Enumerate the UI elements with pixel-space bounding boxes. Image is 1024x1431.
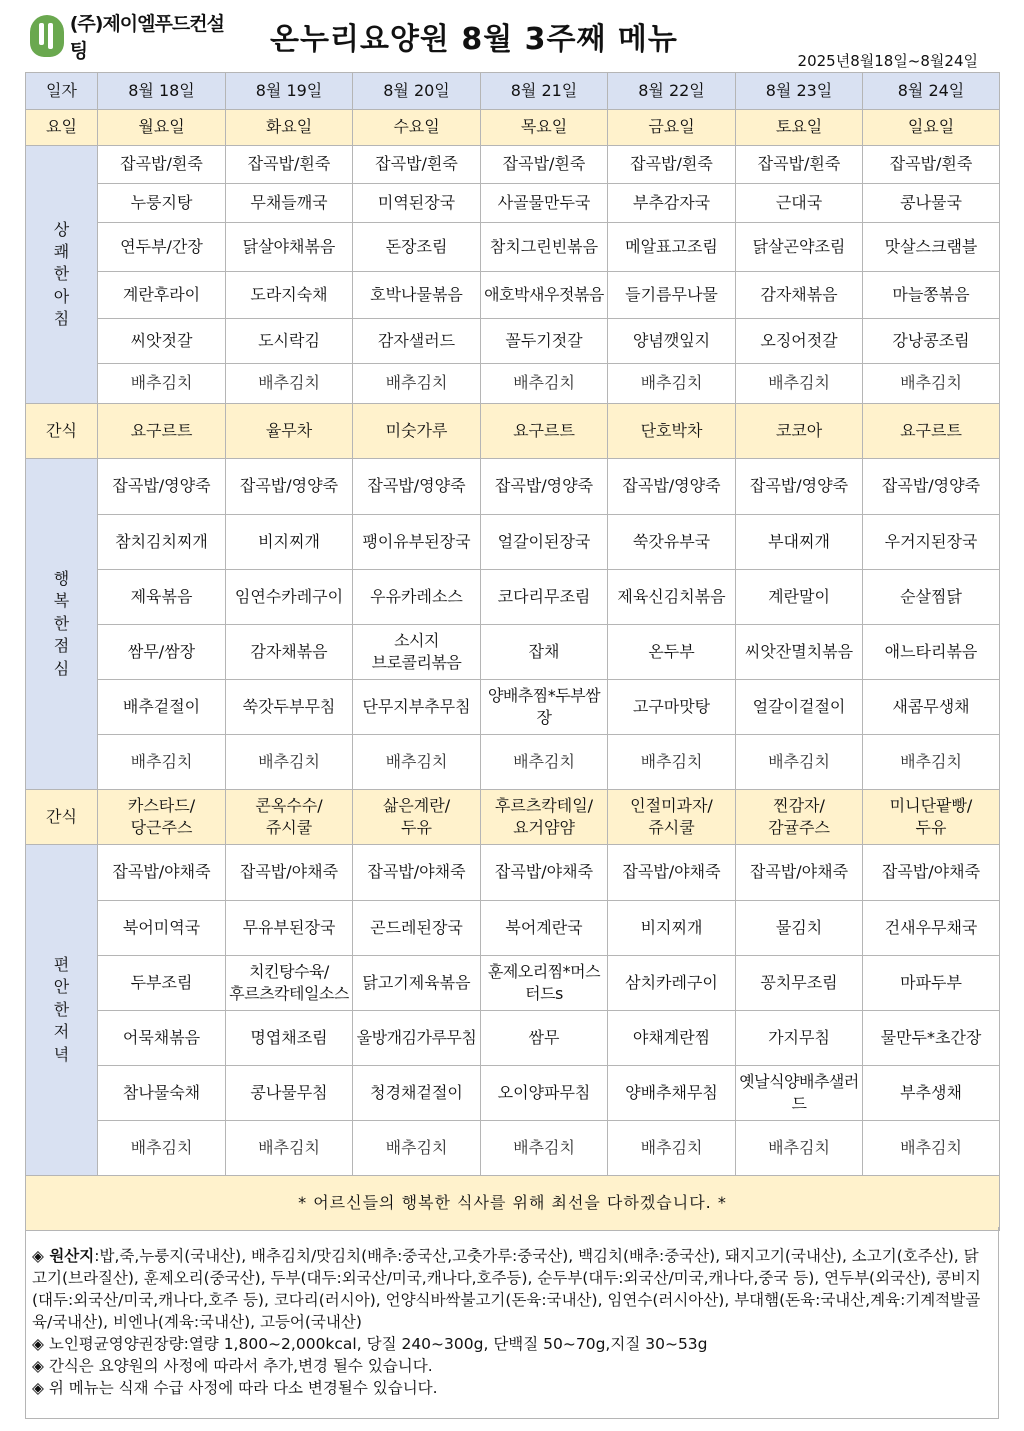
- snack-item: 후르츠칵테일/ 요거얌얌: [481, 790, 608, 845]
- menu-item: 배추김치: [481, 735, 608, 790]
- menu-item: 잡곡밥/야채죽: [98, 845, 226, 901]
- menu-item: 애느타리볶음: [863, 625, 1000, 680]
- menu-item: 애호박새우젓볶음: [481, 272, 608, 319]
- menu-item: 배추김치: [863, 364, 1000, 404]
- menu-item: 쌈무/쌈장: [98, 625, 226, 680]
- menu-item: 참나물숙채: [98, 1066, 226, 1121]
- origin-label: ◈ 원산지: [32, 1247, 95, 1265]
- origin-info: [32, 1245, 992, 1333]
- menu-item: 어묵채볶음: [98, 1011, 226, 1066]
- lunch-row: [26, 625, 1000, 680]
- menu-item: 팽이유부된장국: [353, 515, 481, 570]
- menu-item: 양배추채무침: [608, 1066, 736, 1121]
- menu-item: 닭고기제육볶음: [353, 956, 481, 1011]
- breakfast-label-char: 한: [53, 264, 70, 284]
- menu-item: 잡곡밥/야채죽: [863, 845, 1000, 901]
- menu-item: 누룽지탕: [98, 184, 226, 223]
- menu-item: 무채들깨국: [226, 184, 353, 223]
- menu-item: 미역된장국: [353, 184, 481, 223]
- menu-item: 배추겉절이: [98, 680, 226, 735]
- menu-item: 잡곡밥/흰죽: [863, 146, 1000, 184]
- day-cell: 일요일: [863, 110, 1000, 146]
- snack-item: 요구르트: [863, 404, 1000, 459]
- dinner-label-char: 한: [53, 999, 70, 1019]
- breakfast-row: [26, 146, 1000, 184]
- page-title: 온누리요양원 8월 3주째 메뉴: [270, 22, 678, 57]
- date-row: [26, 73, 1000, 110]
- menu-item: 호박나물볶음: [353, 272, 481, 319]
- date-cell: 8월 20일: [353, 73, 481, 110]
- menu-item: 배추김치: [608, 364, 736, 404]
- company-name: (주)제이엘푸드컨설팅: [69, 13, 224, 62]
- menu-table-body: [26, 73, 1000, 1231]
- day-row-label: 요일: [26, 110, 98, 146]
- menu-item: 잡곡밥/영양죽: [736, 459, 863, 515]
- menu-item: 제육볶음: [98, 570, 226, 625]
- day-cell: 토요일: [736, 110, 863, 146]
- snack-label: 간식: [26, 790, 98, 845]
- snack2-row: [26, 790, 1000, 845]
- menu-item: 우유카레소스: [353, 570, 481, 625]
- menu-item: 씨앗잔멸치볶음: [736, 625, 863, 680]
- nutrition-info: ◈ 노인평균영양권장량:열량 1,800~2,000kcal, 당질 240~300g, 단백질 50~70g,지질 30~53g: [32, 1335, 708, 1353]
- lunch-row: [26, 459, 1000, 515]
- menu-item: 잡곡밥/야채죽: [736, 845, 863, 901]
- menu-item: 배추김치: [608, 735, 736, 790]
- snack-item: 찐감자/ 감귤주스: [736, 790, 863, 845]
- menu-item: 물김치: [736, 901, 863, 956]
- breakfast-row: [26, 223, 1000, 272]
- day-cell: 목요일: [481, 110, 608, 146]
- menu-item: 부추감자국: [608, 184, 736, 223]
- menu-item: 순살찜닭: [863, 570, 1000, 625]
- page-header: [0, 0, 1024, 72]
- breakfast-label-char: 쾌: [53, 241, 70, 261]
- menu-item: 잡곡밥/흰죽: [481, 146, 608, 184]
- menu-item: 우거지된장국: [863, 515, 1000, 570]
- menu-item: 마늘쫑볶음: [863, 272, 1000, 319]
- menu-item: 배추김치: [481, 364, 608, 404]
- company-logo-icon: [30, 15, 64, 57]
- menu-item: 양배추찜*두부쌈장: [481, 680, 608, 735]
- breakfast-label-char: 아: [53, 286, 70, 306]
- menu-item: 곤드레된장국: [353, 901, 481, 956]
- menu-item: 치킨탕수육/ 후르츠칵테일소스: [226, 956, 353, 1011]
- menu-item: 부대찌개: [736, 515, 863, 570]
- menu-change-note: ◈ 위 메뉴는 식재 수급 사정에 따라 다소 변경될수 있습니다.: [32, 1379, 438, 1397]
- date-cell: 8월 19일: [226, 73, 353, 110]
- menu-item: 쌈무: [481, 1011, 608, 1066]
- breakfast-label-char: 침: [53, 309, 70, 329]
- menu-item: 콩나물무침: [226, 1066, 353, 1121]
- menu-item: 훈제오리찜*머스터드s: [481, 956, 608, 1011]
- menu-item: 배추김치: [608, 1121, 736, 1176]
- menu-item: 잡곡밥/영양죽: [98, 459, 226, 515]
- footer-notes: [25, 1227, 999, 1419]
- snack-item: 요구르트: [481, 404, 608, 459]
- menu-item: 얼갈이된장국: [481, 515, 608, 570]
- date-cell: 8월 23일: [736, 73, 863, 110]
- date-cell: 8월 18일: [98, 73, 226, 110]
- menu-item: 코다리무조림: [481, 570, 608, 625]
- breakfast-row: [26, 184, 1000, 223]
- menu-item: 도라지숙채: [226, 272, 353, 319]
- menu-item: 오징어젓갈: [736, 319, 863, 364]
- snack-item: 미니단팥빵/ 두유: [863, 790, 1000, 845]
- date-row-label: 일자: [26, 73, 98, 110]
- lunch-row: [26, 680, 1000, 735]
- menu-item: 배추김치: [226, 735, 353, 790]
- menu-item: 맛살스크램블: [863, 223, 1000, 272]
- menu-item: 물만두*초간장: [863, 1011, 1000, 1066]
- dinner-row: [26, 901, 1000, 956]
- lunch-label-char: 한: [53, 613, 70, 633]
- menu-item: 배추김치: [353, 735, 481, 790]
- menu-item: 북어미역국: [98, 901, 226, 956]
- dinner-label-char: 녁: [53, 1044, 70, 1064]
- day-cell: 월요일: [98, 110, 226, 146]
- menu-item: 잡곡밥/흰죽: [736, 146, 863, 184]
- menu-item: 꼴두기젓갈: [481, 319, 608, 364]
- menu-item: 참치김치찌개: [98, 515, 226, 570]
- breakfast-row: [26, 272, 1000, 319]
- snack-item: 요구르트: [98, 404, 226, 459]
- snack-label: 간식: [26, 404, 98, 459]
- dinner-row: [26, 1121, 1000, 1176]
- menu-item: 연두부/간장: [98, 223, 226, 272]
- day-cell: 화요일: [226, 110, 353, 146]
- menu-item: 청경채겉절이: [353, 1066, 481, 1121]
- menu-item: 감자샐러드: [353, 319, 481, 364]
- breakfast-label: [26, 146, 98, 404]
- menu-item: 잡곡밥/영양죽: [608, 459, 736, 515]
- menu-item: 사골물만두국: [481, 184, 608, 223]
- menu-item: 배추김치: [736, 735, 863, 790]
- menu-item: 메알표고조림: [608, 223, 736, 272]
- menu-item: 잡곡밥/야채죽: [481, 845, 608, 901]
- menu-item: 온두부: [608, 625, 736, 680]
- menu-item: 가지무침: [736, 1011, 863, 1066]
- menu-item: 단무지부추무침: [353, 680, 481, 735]
- menu-item: 삼치카레구이: [608, 956, 736, 1011]
- menu-item: 감자채볶음: [736, 272, 863, 319]
- menu-item: 소시지 브로콜리볶음: [353, 625, 481, 680]
- origin-text: :밥,죽,누룽지(국내산), 배추김치/맛김치(배추:중국산,고춧가루:중국산), 백김치(배추:중국산), 돼지고기(국내산), 소고기(호주산), 닭고기(브라질산), 훈제오리(중국산), 두부(대두:외국산/미국,캐나다,호주등), 순두부(대두:외국산/미국,캐나다,중국 등), 연두부(외국산), 콩비지(대두:외국산/미국,캐나다,호주 등), 코다리(러시아), 언양식바싹불고기(돈육:국내산), 임연수(러시아산), 부대햄(돈육:국내산,계육:기계적발골육/국내산), 비엔나(계육:국내산), 고등어(국내산): [32, 1247, 981, 1331]
- lunch-label-char: 복: [53, 591, 70, 611]
- menu-item: 참치그린빈볶음: [481, 223, 608, 272]
- menu-item: 야채계란찜: [608, 1011, 736, 1066]
- date-cell: 8월 24일: [863, 73, 1000, 110]
- menu-item: 배추김치: [226, 1121, 353, 1176]
- dinner-label: [26, 845, 98, 1176]
- dinner-label-char: 편: [53, 955, 70, 975]
- menu-item: 마파두부: [863, 956, 1000, 1011]
- menu-item: 옛날식양배추샐러드: [736, 1066, 863, 1121]
- menu-item: 새콤무생채: [863, 680, 1000, 735]
- menu-item: 잡곡밥/영양죽: [481, 459, 608, 515]
- snack-item: 삶은계란/ 두유: [353, 790, 481, 845]
- menu-item: 배추김치: [353, 1121, 481, 1176]
- lunch-label-char: 점: [53, 636, 70, 656]
- menu-item: 배추김치: [353, 364, 481, 404]
- menu-item: 건새우무채국: [863, 901, 1000, 956]
- menu-item: 북어계란국: [481, 901, 608, 956]
- menu-item: 고구마맛탕: [608, 680, 736, 735]
- menu-item: 잡채: [481, 625, 608, 680]
- menu-item: 감자채볶음: [226, 625, 353, 680]
- dinner-row: [26, 845, 1000, 901]
- date-cell: 8월 21일: [481, 73, 608, 110]
- company-logo: [30, 13, 240, 62]
- menu-item: 잡곡밥/영양죽: [353, 459, 481, 515]
- breakfast-label-char: 상: [53, 219, 70, 239]
- menu-item: 닭살곤약조림: [736, 223, 863, 272]
- menu-item: 잡곡밥/야채죽: [608, 845, 736, 901]
- snack-item: 콘옥수수/ 쥬시쿨: [226, 790, 353, 845]
- snack-item: 단호박차: [608, 404, 736, 459]
- lunch-label: [26, 459, 98, 790]
- day-row: [26, 110, 1000, 146]
- menu-item: 배추김치: [98, 364, 226, 404]
- snack1-row: [26, 404, 1000, 459]
- snack-item: 인절미과자/ 쥬시쿨: [608, 790, 736, 845]
- menu-item: 무유부된장국: [226, 901, 353, 956]
- menu-item: 비지찌개: [608, 901, 736, 956]
- menu-item: 양념깻잎지: [608, 319, 736, 364]
- dinner-row: [26, 1066, 1000, 1121]
- menu-item: 명엽채조림: [226, 1011, 353, 1066]
- menu-item: 근대국: [736, 184, 863, 223]
- menu-item: 잡곡밥/흰죽: [226, 146, 353, 184]
- menu-item: 배추김치: [863, 735, 1000, 790]
- menu-item: 배추김치: [736, 1121, 863, 1176]
- menu-item: 두부조림: [98, 956, 226, 1011]
- menu-item: 부추생채: [863, 1066, 1000, 1121]
- dinner-row: [26, 1011, 1000, 1066]
- snack-change-note: ◈ 간식은 요양원의 사정에 따라서 추가,변경 될수 있습니다.: [32, 1357, 433, 1375]
- lunch-label-char: 심: [53, 658, 70, 678]
- dinner-row: [26, 956, 1000, 1011]
- menu-item: 콩나물국: [863, 184, 1000, 223]
- menu-item: 잡곡밥/흰죽: [353, 146, 481, 184]
- day-cell: 금요일: [608, 110, 736, 146]
- menu-item: 비지찌개: [226, 515, 353, 570]
- lunch-label-char: 행: [53, 569, 70, 589]
- note-row: [26, 1176, 1000, 1231]
- menu-item: 잡곡밥/영양죽: [226, 459, 353, 515]
- lunch-row: [26, 570, 1000, 625]
- menu-item: 강낭콩조림: [863, 319, 1000, 364]
- menu-item: 잡곡밥/야채죽: [353, 845, 481, 901]
- menu-item: 씨앗젓갈: [98, 319, 226, 364]
- menu-item: 잡곡밥/영양죽: [863, 459, 1000, 515]
- menu-item: 배추김치: [863, 1121, 1000, 1176]
- menu-item: 쑥갓유부국: [608, 515, 736, 570]
- menu-item: 배추김치: [226, 364, 353, 404]
- breakfast-row: [26, 319, 1000, 364]
- menu-period: 2025년8월18일~8월24일: [797, 52, 978, 70]
- menu-item: 울방개김가루무침: [353, 1011, 481, 1066]
- menu-item: 계란후라이: [98, 272, 226, 319]
- menu-item: 임연수카레구이: [226, 570, 353, 625]
- day-cell: 수요일: [353, 110, 481, 146]
- date-cell: 8월 22일: [608, 73, 736, 110]
- snack-item: 카스타드/ 당근주스: [98, 790, 226, 845]
- menu-item: 배추김치: [98, 1121, 226, 1176]
- dinner-label-char: 저: [53, 1022, 70, 1042]
- menu-item: 들기름무나물: [608, 272, 736, 319]
- menu-item: 꽁치무조림: [736, 956, 863, 1011]
- breakfast-row: [26, 364, 1000, 404]
- menu-item: 얼갈이겉절이: [736, 680, 863, 735]
- lunch-row: [26, 515, 1000, 570]
- weekly-menu-table: [25, 72, 1000, 1231]
- snack-item: 코코아: [736, 404, 863, 459]
- lunch-row: [26, 735, 1000, 790]
- menu-item: 돈장조림: [353, 223, 481, 272]
- closing-note: * 어르신들의 행복한 식사를 위해 최선을 다하겠습니다. *: [26, 1176, 1000, 1231]
- menu-item: 잡곡밥/흰죽: [98, 146, 226, 184]
- menu-item: 오이양파무침: [481, 1066, 608, 1121]
- menu-item: 도시락김: [226, 319, 353, 364]
- menu-item: 배추김치: [736, 364, 863, 404]
- snack-item: 율무차: [226, 404, 353, 459]
- menu-item: 계란말이: [736, 570, 863, 625]
- menu-item: 잡곡밥/흰죽: [608, 146, 736, 184]
- menu-item: 잡곡밥/야채죽: [226, 845, 353, 901]
- menu-item: 쑥갓두부무침: [226, 680, 353, 735]
- menu-item: 닭살야채볶음: [226, 223, 353, 272]
- dinner-label-char: 안: [53, 977, 70, 997]
- menu-item: 배추김치: [98, 735, 226, 790]
- menu-item: 제육신김치볶음: [608, 570, 736, 625]
- snack-item: 미숫가루: [353, 404, 481, 459]
- menu-item: 배추김치: [481, 1121, 608, 1176]
